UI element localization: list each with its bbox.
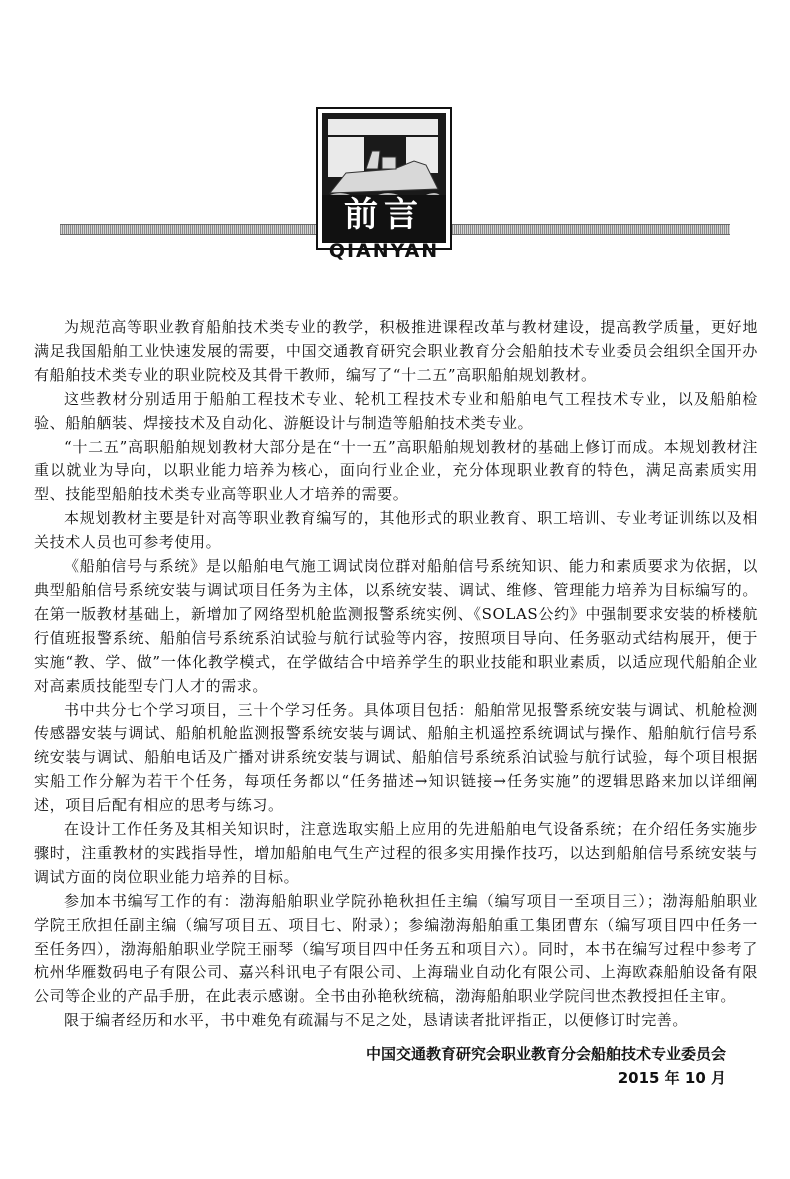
paragraph: 《船舶信号与系统》是以船舶电气施工调试岗位群对船舶信号系统知识、能力和素质要求为依据，以典型船舶信号系统安装与调试项目任务为主体，以系统安装、调试、维修、管理能力培养为目标编写的。在第一版教材基础上，新增加了网络型机舱监测报警系统实例、《SOLAS公约》中强制要求安装的桥楼航行值班报警系统、船舶信号系统系泊试验与航行试验等内容，按照项目导向、任务驱动式结构展开，便于实施“教、学、做”一体化教学模式，在学做结合中培养学生的职业技能和职业素质，以适应现代船舶企业对高素质技能型专门人才的需求。 — [34, 557, 758, 695]
paragraph: “十二五”高职船舶规划教材大部分是在“十一五”高职船舶规划教材的基础上修订而成。本规划教材注重以就业为导向，以职业能力培养为核心，面向行业企业，充分体现职业教育的特色，满足高素质实用型、技能型船舶技术类专业高等职业人才培养的需要。 — [34, 437, 758, 504]
paragraph: 为规范高等职业教育船舶技术类专业的教学，积极推进课程改革与教材建设，提高教学质量，更好地满足我国船舶工业快速发展的需要，中国交通教育研究会职业教育分会船舶技术专业委员会组织全国开办有船舶技术类专业的职业院校及其骨干教师，编写了“十二五”高职船舶规划教材。 — [34, 318, 758, 384]
paragraph: 限于编者经历和水平，书中难免有疏漏与不足之处，恳请读者批评指正，以便修订时完善。 — [64, 1011, 689, 1030]
preface-header — [0, 0, 790, 280]
paragraph: 本规划教材主要是针对高等职业教育编写的，其他形式的职业教育、职工培训、专业考证训练以及相关技术人员也可参考使用。 — [34, 509, 758, 552]
signature-organization: 中国交通教育研究会职业教育分会船舶技术专业委员会 — [365, 1045, 726, 1063]
paragraph: 参加本书编写工作的有：渤海船舶职业学院孙艳秋担任主编（编写项目一至项目三）；渤海船舶职业学院王欣担任副主编（编写项目五、项目七、附录）；参编渤海船舶重工集团曹东（编写项目四中任务一至任务四），渤海船舶职业学院王丽琴（编写项目四中任务五和项目六）。同时，本书在编写过程中参考了杭州华雁数码电子有限公司、嘉兴科讯电子有限公司、上海瑞业自动化有限公司、上海欧森船舶设备有限公司等企业的产品手册，在此表示感谢。全书由孙艳秋统稿，渤海船舶职业学院闫世杰教授担任主审。 — [34, 891, 758, 1006]
left-decorative-rule — [60, 224, 318, 235]
paragraph: 这些教材分别适用于船舶工程技术专业、轮机工程技术专业和船舶电气工程技术专业，以及船舶检验、船舶舾装、焊接技术及自动化、游艇设计与制造等船舶技术类专业。 — [34, 389, 758, 432]
preface-title: 前言 — [344, 195, 424, 235]
signature-date: 2015 年 10 月 — [617, 1069, 726, 1087]
paragraph: 在设计工作任务及其相关知识时，注意选取实船上应用的先进船舶电气设备系统；在介绍任务实施步骤时，注重教材的实践指导性，增加船舶电气生产过程的很多实用操作技巧，以达到船舶信号系统安装与调试方面的岗位职业能力培养的目标。 — [34, 820, 758, 886]
signature-block — [366, 1042, 726, 1090]
right-decorative-rule — [450, 224, 730, 235]
preface-title-pinyin: QIANYAN — [328, 240, 440, 262]
paragraph: 书中共分七个学习项目，三十个学习任务。具体项目包括：船舶常见报警系统安装与调试、机舱检测传感器安装与调试、船舶机舱监测报警系统安装与调试、船舶主机遥控系统调试与操作、船舶航行信号系统安装与调试、船舶电话及广播对讲系统安装与调试、船舶信号系统系泊试验与航行试验，每个项目根据实船工作分解为若干个任务，每项任务都以“任务描述→知识链接→任务实施”的逻辑思路来加以详细阐述，项目后配有相应的思考与练习。 — [34, 700, 758, 815]
preface-body — [34, 316, 758, 1033]
